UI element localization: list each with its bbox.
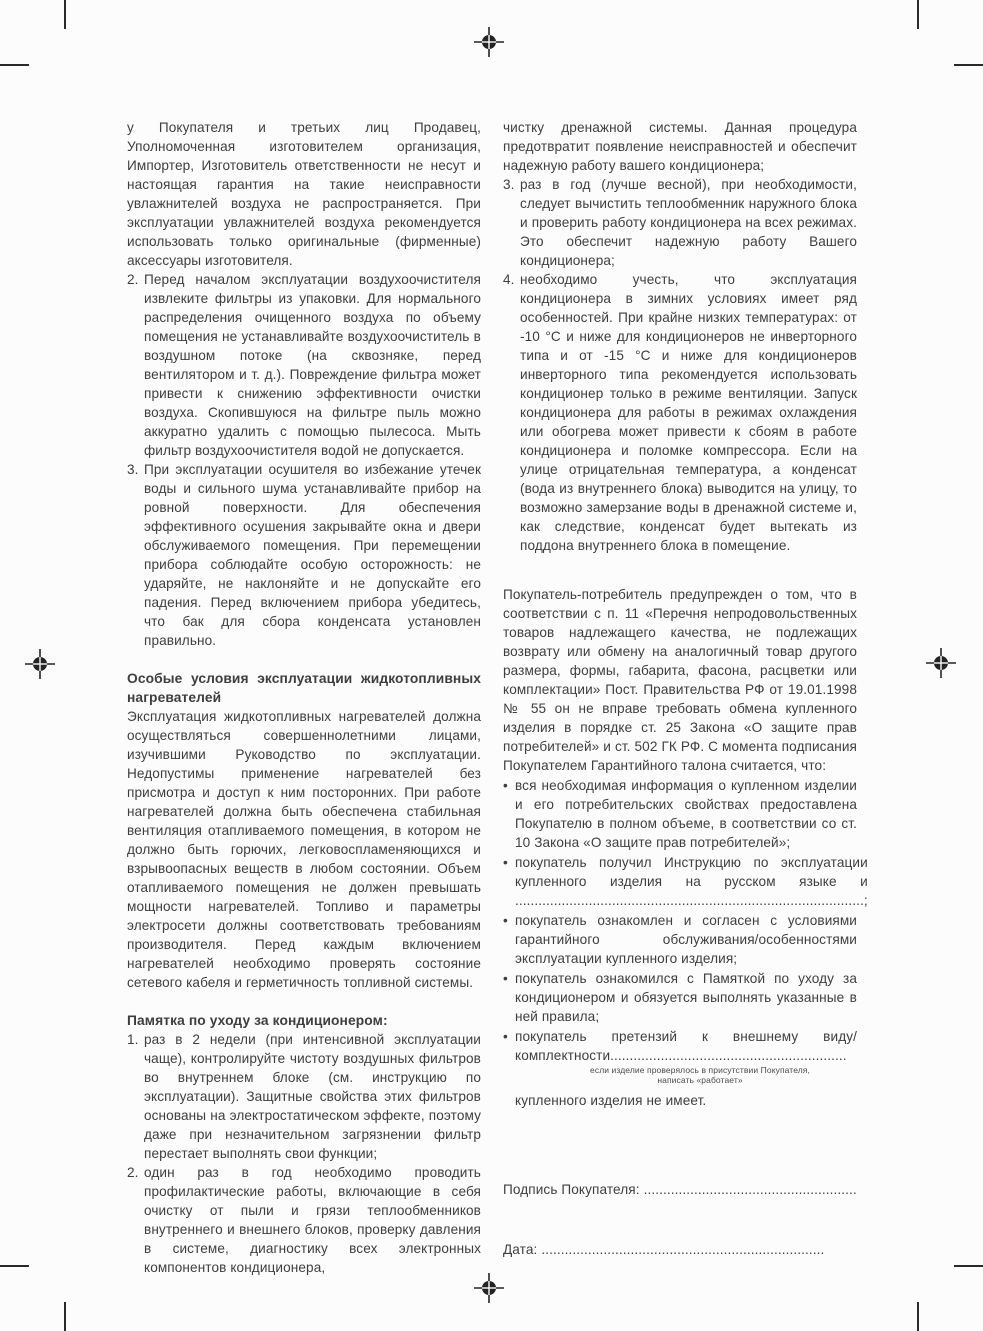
bullet-text: вся необходимая информация о купленном изделии и его потребительских свойствах предоставлена Покупателю в полном объеме, в соответствии со ст. 10 Закона «О защите прав потребителей»; [515,778,857,850]
signature-dots: ....................................................... [643,1182,857,1197]
page-content [127,118,868,1277]
crop-mark-bottom-left-horizontal [0,1265,29,1267]
paragraph-warranty-continuation: у Покупателя и третьих лиц Продавец, Уполномоченная изготовителем организация, Импортер, Изготовитель ответственности не несут и настоящая гарантия на такие неисправности увлажнителей воздуха не распространяется. При эксплуатации увлажнителей воздуха рекомендуется использовать только оригинальные (фирменные) аксессуары изготовителя. [127,120,481,268]
item-number: 3. [503,177,515,192]
bullet-text: покупатель получил Инструкцию по эксплуатации купленного изделия на русском языке и ..........................................................................................; [515,855,868,908]
crop-mark-bottom-right-vertical [917,1302,919,1331]
item-number: 2. [127,272,139,287]
bullet-list [503,776,868,1110]
registration-mark-right [926,648,956,678]
item-text: раз в 2 недели (при интенсивной эксплуатации чаще), контролируйте чистоту воздушных фильтров во внутреннем блоке (см. инструкцию по эксплуатации). Защитные свойства этих фильтров основаны на электростатическом эффекте, поэтому даже при незначительном загрязнении фильтр перестает выполнять свои функции; [144,1032,481,1161]
signature-line [503,1180,857,1199]
item-number: 1. [127,1032,139,1047]
item-text: Перед началом эксплуатации воздухоочистителя извлеките фильтры из упаковки. Для нормального распределения очищенного воздуха по объему помещения не устанавливайте воздухоочиститель в воздушном потоке (на сквозняке, перед вентилятором и т. д.). Повреждение фильтра может привести к снижению эффективности очистки воздуха. Скопившуюся на фильтре пыль можно аккуратно удалить с помощью пылесоса. Мыть фильтр воздухоочистителя водой не допускается. [144,272,481,458]
bullet-item-terms [503,911,857,968]
date-dots: ......................................................................... [541,1242,825,1257]
numbered-item-ac-2 [127,1163,481,1277]
crop-mark-top-left-vertical [64,0,66,29]
left-column [127,118,481,1277]
paragraph-closing: купленного изделия не имеет. [515,1093,707,1108]
registration-mark-bottom [474,1273,504,1303]
numbered-item-3 [127,460,481,650]
bullet-marker: • [503,1029,508,1044]
bullet-item-care-note [503,969,857,1026]
right-column [503,118,868,1277]
item-text: один раз в год необходимо проводить профилактические работы, включающие в себя очистку от пыли и грязи теплообменников внутреннего и внешнего блоков, проверку давления в системе, диагностику всех электронных компонентов кондиционера, [144,1165,481,1275]
crop-mark-top-left-horizontal [0,64,29,66]
bullet-marker: • [503,913,508,928]
bullet-marker: • [503,855,508,870]
numbered-item-ac-4 [503,270,857,555]
date-line [503,1240,857,1259]
bullet-marker: • [503,778,508,793]
item-text: необходимо учесть, что эксплуатация кондиционера в зимних условиях имеет ряд особенностей. При крайне низких температурах: от -10 °C и ниже для кондиционеров не инверторного типа и от -15 °C и ниже для кондиционеров инверторного типа рекомендуется использовать кондиционер только в режиме вентиляции. Запуск кондиционера для работы в режимах охлаждения или обогрева может привести к сбоям в работе кондиционера и поломке компрессора. Если на улице отрицательная температура, а конденсат (вода из внутреннего блока) выводится на улицу, то возможно замерзание воды в дренажной системе и, как следствие, конденсат будет вытекать из поддона внутреннего блока в помещение. [520,272,857,553]
item-number: 2. [127,1165,139,1180]
bullet-item-claims [503,1027,857,1065]
bullet-item-manual [503,853,868,910]
item-text: При эксплуатации осушителя во избежание утечек воды и сильного шума устанавливайте прибор на ровной поверхности. Для обеспечения эффективного осушения закрывайте окна и двери обслуживаемого помещения. При перемещении прибора соблюдайте особую осторожность: не ударяйте, не наклоняйте и не допускайте его падения. Перед включением прибора убедитесь, что бак для сбора конденсата установлен правильно. [144,462,481,648]
section-heading-ac-care: Памятка по уходу за кондиционером: [127,1013,388,1028]
crop-mark-bottom-left-vertical [64,1302,66,1331]
date-label: Дата: [503,1242,538,1257]
bullet-text: покупатель ознакомился с Памяткой по уходу за кондиционером и обязуется выполнять указанные в ней правила; [515,971,857,1024]
paragraph-ac-item2-continuation: чистку дренажной системы. Данная процедура предотвратит появление неисправностей и обеспечит надежную работу вашего кондиционера; [503,120,857,173]
footnote-inspection-note: если изделие проверялось в присутствии Покупателя, написать «работает» [590,1065,810,1085]
bullet-text: покупатель претензий к внешнему виду/комплектности............................................................. [515,1029,857,1063]
bullet-marker: • [503,971,508,986]
paragraph-fuel-heaters: Эксплуатация жидкотопливных нагревателей должна осуществляться совершеннолетними лицами, изучившими Руководство по эксплуатации. Недопустимы применение нагревателей без присмотра и доступ к ним посторонних. При работе нагревателей должна быть обеспечена стабильная вентиляция отапливаемого помещения, в котором не должно быть горючих, легковоспламеняющихся и взрывоопасных веществ в любом состоянии. Объем отапливаемого помещения не должен превышать мощности нагревателей. Топливо и параметры электросети должны соответствовать требованиям производителя. Перед каждым включением нагревателей необходимо проверять состояние сетевого кабеля и герметичность топливной системы. [127,709,481,990]
registration-mark-left [25,649,55,679]
signature-label: Подпись Покупателя: [503,1182,640,1197]
registration-mark-top [474,27,504,57]
item-text: раз в год (лучше весной), при необходимости, следует вычистить теплообменник наружного блока и проверить работу кондиционера на всех режимах. Это обеспечит надежную работу Вашего кондиционера; [520,177,857,268]
section-heading-fuel-heaters: Особые условия эксплуатации жидкотопливных нагревателей [127,671,481,705]
bullet-text: покупатель ознакомлен и согласен с условиями гарантийного обслуживания/особенностями эксплуатации купленного изделия; [515,913,857,966]
numbered-item-ac-3 [503,175,857,270]
crop-mark-top-right-vertical [917,0,919,29]
item-number: 4. [503,272,515,287]
paragraph-consumer-notice: Покупатель-потребитель предупрежден о том, что в соответствии с п. 11 «Перечня непродовольственных товаров надлежащего качества, не подлежащих возврату или обмену на аналогичный товар другого размера, формы, габарита, фасона, расцветки или комплектации» Пост. Правительства РФ от 19.01.1998 № 55 он не вправе требовать обмена купленного изделия в порядке ст. 25 Закона «О защите прав потребителей» и ст. 502 ГК РФ. С момента подписания Покупателем Гарантийного талона считается, что: [503,587,857,773]
crop-mark-top-right-horizontal [954,64,983,66]
crop-mark-bottom-right-horizontal [954,1265,983,1267]
numbered-item-ac-1 [127,1030,481,1163]
item-number: 3. [127,462,139,477]
numbered-item-2 [127,270,481,460]
bullet-item-info [503,776,857,852]
